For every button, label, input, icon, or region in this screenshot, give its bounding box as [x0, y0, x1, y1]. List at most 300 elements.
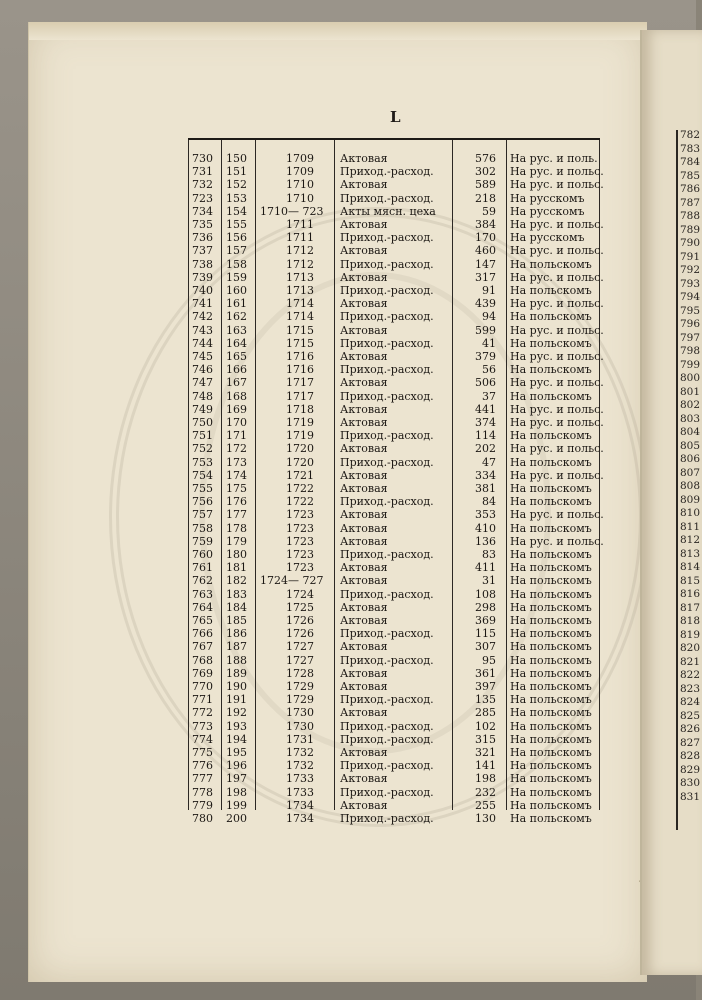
- record-type-cell: Актовая: [340, 706, 388, 720]
- table-row: [188, 534, 604, 549]
- language-cell: На польскомъ: [510, 574, 592, 588]
- table-row: [188, 706, 600, 720]
- facing-page-number: 806: [680, 453, 701, 465]
- fond-number: 768: [192, 653, 213, 667]
- inventory-number: 176: [226, 495, 247, 509]
- record-type-cell: Актовая: [340, 218, 388, 231]
- table-row: [188, 456, 600, 470]
- count-cell: 56: [482, 363, 496, 377]
- table-row: [188, 178, 604, 192]
- year-cell: 1730: [286, 706, 314, 720]
- year-cell: 1734: [286, 798, 314, 812]
- fond-number: 723: [192, 191, 213, 205]
- fond-number: 732: [192, 178, 213, 192]
- fond-number: 737: [192, 244, 213, 258]
- year-cell: 1720: [286, 455, 314, 469]
- record-type-cell: Актовая: [340, 680, 388, 693]
- language-cell: На рус. и польс.: [510, 323, 604, 337]
- inventory-number: 186: [226, 627, 247, 641]
- table-row: [188, 323, 604, 338]
- count-cell: 41: [482, 336, 496, 350]
- table-row: [188, 152, 600, 166]
- language-cell: На польскомъ: [510, 310, 592, 324]
- year-cell: 1723: [286, 534, 314, 548]
- fond-number: 776: [192, 759, 213, 773]
- inventory-number: 161: [226, 297, 247, 311]
- language-cell: На рус. и польс.: [510, 376, 604, 390]
- facing-page-number: 795: [680, 304, 701, 317]
- language-cell: На рус. и польс.: [510, 270, 604, 284]
- table-row: [188, 588, 600, 602]
- language-cell: На польскомъ: [510, 746, 592, 759]
- table-row: [188, 680, 600, 694]
- table-row: [188, 205, 600, 219]
- inventory-number: 184: [226, 600, 247, 614]
- language-cell: На польскомъ: [510, 482, 592, 495]
- facing-page-number: 784: [680, 156, 701, 168]
- record-type-cell: Приход.-расход.: [340, 732, 434, 746]
- year-cell: 1726: [286, 614, 314, 627]
- year-cell: 1730: [286, 719, 314, 733]
- year-cell: 1726: [286, 627, 314, 641]
- table-row: [188, 812, 600, 826]
- record-type-cell: Актовая: [340, 152, 388, 165]
- language-cell: На польскомъ: [510, 706, 592, 720]
- count-cell: 141: [475, 759, 496, 773]
- facing-page-number: 783: [680, 142, 701, 155]
- facing-page-number: 798: [680, 345, 701, 357]
- inventory-number: 175: [226, 482, 247, 495]
- language-cell: На польскомъ: [510, 521, 592, 535]
- facing-page-number: 809: [680, 493, 701, 506]
- count-cell: 84: [482, 495, 496, 509]
- table-row: [188, 284, 600, 298]
- table-row: [188, 495, 600, 509]
- table-row: [188, 270, 604, 285]
- fond-number: 757: [192, 508, 213, 522]
- table-row: [188, 601, 600, 615]
- facing-page-number: 826: [680, 723, 701, 735]
- language-cell: На польскомъ: [510, 666, 592, 680]
- year-cell: 1716: [286, 363, 314, 377]
- year-cell: 1727: [286, 653, 314, 667]
- year-cell: 1715: [286, 336, 314, 350]
- inventory-number: 189: [226, 666, 247, 680]
- fond-number: 753: [192, 455, 213, 469]
- year-cell: 1733: [286, 785, 314, 799]
- year-cell: 1709: [286, 152, 314, 165]
- language-cell: На польскомъ: [510, 785, 592, 799]
- record-type-cell: Актовая: [340, 323, 388, 337]
- record-type-cell: Актовая: [340, 798, 388, 812]
- year-cell: 1710: [286, 191, 314, 205]
- table-row: [188, 218, 604, 232]
- year-cell: 1718: [286, 402, 314, 416]
- facing-page-number: 822: [680, 669, 701, 681]
- fond-number: 762: [192, 574, 213, 588]
- year-cell: 1725: [286, 600, 314, 614]
- year-cell: 1721: [286, 468, 314, 482]
- table-row: [188, 614, 600, 628]
- facing-page-number: 829: [680, 763, 701, 776]
- facing-page-number: 797: [680, 331, 701, 344]
- fond-number: 743: [192, 323, 213, 337]
- year-cell: 1717: [286, 376, 314, 390]
- record-type-cell: Актовая: [340, 574, 388, 588]
- fond-number: 758: [192, 521, 213, 535]
- facing-page-number: 803: [680, 412, 701, 425]
- facing-page-number: 817: [680, 601, 701, 614]
- count-cell: 589: [475, 178, 496, 192]
- record-type-cell: Приход.-расход.: [340, 363, 434, 377]
- fond-number: 756: [192, 495, 213, 509]
- year-cell: 1716: [286, 350, 314, 363]
- inventory-number: 151: [226, 165, 247, 179]
- year-cell: 1719: [286, 416, 314, 429]
- inventory-number: 167: [226, 376, 247, 390]
- table-row: [188, 258, 600, 272]
- table-row: [188, 561, 600, 575]
- inventory-number: 196: [226, 759, 247, 773]
- fond-number: 748: [192, 389, 213, 403]
- fond-number: 766: [192, 627, 213, 641]
- language-cell: На польскомъ: [510, 336, 592, 350]
- count-cell: 506: [475, 376, 496, 390]
- record-type-cell: Актовая: [340, 350, 388, 363]
- facing-page-number: 821: [680, 655, 701, 668]
- language-cell: На польскомъ: [510, 495, 592, 509]
- facing-page-number: 819: [680, 628, 701, 641]
- record-type-cell: Актовая: [340, 772, 388, 786]
- count-cell: 334: [475, 468, 496, 482]
- record-type-cell: Актовая: [340, 561, 388, 575]
- inventory-number: 195: [226, 746, 247, 759]
- record-type-cell: Приход.-расход.: [340, 785, 434, 799]
- facing-page-number: 801: [680, 385, 701, 398]
- inventory-number: 177: [226, 508, 247, 522]
- table-row: [188, 363, 600, 377]
- language-cell: На рус. и польс.: [510, 218, 604, 231]
- count-cell: 202: [475, 442, 496, 456]
- language-cell: На польскомъ: [510, 614, 592, 627]
- inventory-number: 182: [226, 574, 247, 588]
- count-cell: 298: [475, 600, 496, 614]
- table-row: [188, 244, 604, 258]
- archive-register-table: [188, 138, 604, 825]
- fond-number: 741: [192, 297, 213, 311]
- year-cell: 1710— 723: [260, 204, 324, 218]
- fond-number: 736: [192, 231, 213, 245]
- facing-page-number: 813: [680, 547, 701, 560]
- facing-page-number: 804: [680, 426, 701, 438]
- record-type-cell: Приход.-расход.: [340, 455, 434, 469]
- language-cell: На польскомъ: [510, 429, 592, 443]
- count-cell: 83: [482, 548, 496, 561]
- record-type-cell: Приход.-расход.: [340, 310, 434, 324]
- fond-number: 767: [192, 640, 213, 654]
- language-cell: На польскомъ: [510, 680, 592, 693]
- inventory-number: 190: [226, 680, 247, 693]
- facing-page-number: 791: [680, 250, 701, 263]
- facing-page-number: 792: [680, 264, 701, 276]
- count-cell: 170: [475, 231, 496, 245]
- fond-number: 744: [192, 336, 213, 350]
- fond-number: 763: [192, 587, 213, 601]
- fond-number: 774: [192, 732, 213, 746]
- record-type-cell: Приход.-расход.: [340, 653, 434, 667]
- facing-page-number: 789: [680, 223, 701, 236]
- inventory-number: 193: [226, 719, 247, 733]
- facing-page-number: 785: [680, 169, 701, 182]
- table-row: [188, 654, 600, 668]
- language-cell: На русскомъ: [510, 204, 585, 218]
- language-cell: На польскомъ: [510, 693, 592, 707]
- year-cell: 1729: [286, 693, 314, 707]
- count-cell: 95: [482, 653, 496, 667]
- year-cell: 1719: [286, 429, 314, 443]
- language-cell: На польскомъ: [510, 363, 592, 377]
- fond-number: 777: [192, 772, 213, 786]
- language-cell: На рус. и польс.: [510, 534, 604, 548]
- inventory-number: 178: [226, 521, 247, 535]
- language-cell: На рус. и польс.: [510, 416, 604, 429]
- year-cell: 1723: [286, 548, 314, 561]
- year-cell: 1728: [286, 666, 314, 680]
- count-cell: 198: [475, 772, 496, 786]
- facing-page-rule: [676, 130, 678, 830]
- table-row: [188, 627, 600, 641]
- record-type-cell: Актовая: [340, 376, 388, 390]
- language-cell: На рус. и польс.: [510, 244, 604, 258]
- record-type-cell: Приход.-расход.: [340, 627, 434, 641]
- count-cell: 59: [482, 204, 496, 218]
- count-cell: 576: [475, 152, 496, 165]
- record-type-cell: Актовая: [340, 600, 388, 614]
- count-cell: 285: [475, 706, 496, 720]
- record-type-cell: Приход.-расход.: [340, 191, 434, 205]
- fond-number: 734: [192, 204, 213, 218]
- inventory-number: 162: [226, 310, 247, 324]
- inventory-number: 187: [226, 640, 247, 654]
- year-cell: 1723: [286, 561, 314, 575]
- count-cell: 94: [482, 310, 496, 324]
- table-row: [188, 402, 604, 417]
- inventory-number: 172: [226, 442, 247, 456]
- fond-number: 742: [192, 310, 213, 324]
- year-cell: 1710: [286, 178, 314, 192]
- facing-page-number: 825: [680, 709, 701, 722]
- record-type-cell: Актовая: [340, 270, 388, 284]
- facing-page-number: 808: [680, 480, 701, 492]
- language-cell: На польскомъ: [510, 587, 592, 601]
- count-cell: 381: [475, 482, 496, 495]
- table-row: [188, 192, 600, 206]
- table-row: [188, 337, 600, 351]
- inventory-number: 153: [226, 191, 247, 205]
- facing-page-number: 831: [680, 790, 701, 803]
- fond-number: 772: [192, 706, 213, 720]
- fond-number: 749: [192, 402, 213, 416]
- inventory-number: 152: [226, 178, 247, 192]
- record-type-cell: Актовая: [340, 402, 388, 416]
- table-row: [188, 759, 600, 773]
- count-cell: 384: [475, 218, 496, 231]
- count-cell: 410: [475, 521, 496, 535]
- language-cell: На польскомъ: [510, 600, 592, 614]
- language-cell: На рус. и польс.: [510, 350, 604, 363]
- facing-page-number: 811: [680, 520, 701, 533]
- year-cell: 1711: [286, 218, 314, 231]
- fond-number: 730: [192, 152, 213, 165]
- inventory-number: 179: [226, 534, 247, 548]
- fond-number: 773: [192, 719, 213, 733]
- fond-number: 770: [192, 680, 213, 693]
- facing-page-number: 790: [680, 237, 701, 249]
- fond-number: 752: [192, 442, 213, 456]
- language-cell: На рус. и польс.: [510, 508, 604, 522]
- count-cell: 255: [475, 798, 496, 812]
- inventory-number: 170: [226, 416, 247, 429]
- facing-page-number: 810: [680, 507, 701, 519]
- inventory-number: 150: [226, 152, 247, 165]
- count-cell: 369: [475, 614, 496, 627]
- inventory-number: 197: [226, 772, 247, 786]
- language-cell: На русскомъ: [510, 191, 585, 205]
- facing-page-number: 802: [680, 399, 701, 411]
- inventory-number: 199: [226, 798, 247, 812]
- fond-number: 738: [192, 257, 213, 271]
- table-row: [188, 720, 600, 734]
- language-cell: На польскомъ: [510, 257, 592, 271]
- fond-number: 775: [192, 746, 213, 759]
- count-cell: 315: [475, 732, 496, 746]
- fond-number: 745: [192, 350, 213, 363]
- year-cell: 1713: [286, 270, 314, 284]
- record-type-cell: Приход.-расход.: [340, 719, 434, 733]
- table-row: [188, 522, 600, 536]
- table-row: [188, 350, 604, 364]
- inventory-number: 174: [226, 468, 247, 482]
- inventory-number: 160: [226, 284, 247, 297]
- facing-page-number: 812: [680, 534, 701, 546]
- year-cell: 1732: [286, 759, 314, 773]
- inventory-number: 163: [226, 323, 247, 337]
- language-cell: На польскомъ: [510, 640, 592, 654]
- year-cell: 1722: [286, 495, 314, 509]
- fond-number: 769: [192, 666, 213, 680]
- facing-page-number: 796: [680, 318, 701, 330]
- count-cell: 317: [475, 270, 496, 284]
- fond-number: 747: [192, 376, 213, 390]
- fond-number: 764: [192, 600, 213, 614]
- fond-number: 739: [192, 270, 213, 284]
- table-row: [188, 297, 604, 311]
- language-cell: На русскомъ: [510, 231, 585, 245]
- inventory-number: 156: [226, 231, 247, 245]
- language-cell: На польскомъ: [510, 455, 592, 469]
- language-cell: На польскомъ: [510, 798, 592, 812]
- page-letter: L: [390, 108, 401, 126]
- facing-page: [640, 30, 702, 975]
- fond-number: 755: [192, 482, 213, 495]
- count-cell: 411: [475, 561, 496, 575]
- count-cell: 441: [475, 402, 496, 416]
- fond-number: 754: [192, 468, 213, 482]
- facing-page-number: 818: [680, 615, 701, 627]
- record-type-cell: Приход.-расход.: [340, 165, 434, 179]
- language-cell: На польскомъ: [510, 561, 592, 575]
- year-cell: 1713: [286, 284, 314, 297]
- year-cell: 1712: [286, 257, 314, 271]
- table-row: [188, 468, 604, 483]
- facing-page-number: 793: [680, 277, 701, 290]
- fond-number: 750: [192, 416, 213, 429]
- fond-number: 761: [192, 561, 213, 575]
- table-row: [188, 416, 604, 430]
- count-cell: 102: [475, 719, 496, 733]
- inventory-number: 191: [226, 693, 247, 707]
- year-cell: 1731: [286, 732, 314, 746]
- inventory-number: 159: [226, 270, 247, 284]
- inventory-number: 181: [226, 561, 247, 575]
- table-row: [188, 548, 600, 562]
- inventory-number: 180: [226, 548, 247, 561]
- facing-page-number: 830: [680, 777, 701, 789]
- record-type-cell: Актовая: [340, 178, 388, 192]
- count-cell: 397: [475, 680, 496, 693]
- table-row: [188, 574, 600, 588]
- record-type-cell: Приход.-расход.: [340, 231, 434, 245]
- inventory-number: 155: [226, 218, 247, 231]
- table-row: [188, 442, 604, 456]
- count-cell: 353: [475, 508, 496, 522]
- year-cell: 1734: [286, 812, 314, 825]
- year-cell: 1715: [286, 323, 314, 337]
- table-row: [188, 667, 600, 681]
- count-cell: 460: [475, 244, 496, 258]
- year-cell: 1711: [286, 231, 314, 245]
- count-cell: 374: [475, 416, 496, 429]
- inventory-number: 158: [226, 257, 247, 271]
- table-row: [188, 429, 600, 443]
- year-cell: 1712: [286, 244, 314, 258]
- count-cell: 31: [482, 574, 496, 588]
- fond-number: 765: [192, 614, 213, 627]
- year-cell: 1723: [286, 521, 314, 535]
- fond-number: 780: [192, 812, 213, 825]
- year-cell: 1729: [286, 680, 314, 693]
- record-type-cell: Приход.-расход.: [340, 429, 434, 443]
- record-type-cell: Приход.-расход.: [340, 812, 434, 825]
- facing-page-number: 815: [680, 574, 701, 587]
- year-cell: 1720: [286, 442, 314, 456]
- table-row: [188, 640, 600, 654]
- fond-number: 771: [192, 693, 213, 707]
- inventory-number: 157: [226, 244, 247, 258]
- table-row: [188, 390, 600, 404]
- table-row: [188, 231, 600, 245]
- language-cell: На рус. и польс.: [510, 178, 604, 192]
- year-cell: 1714: [286, 297, 314, 311]
- count-cell: 37: [482, 389, 496, 403]
- facing-page-number: 814: [680, 561, 701, 573]
- count-cell: 302: [475, 165, 496, 179]
- inventory-number: 169: [226, 402, 247, 416]
- table-row: [188, 482, 600, 496]
- year-cell: 1717: [286, 389, 314, 403]
- record-type-cell: Актовая: [340, 442, 388, 456]
- fond-number: 740: [192, 284, 213, 297]
